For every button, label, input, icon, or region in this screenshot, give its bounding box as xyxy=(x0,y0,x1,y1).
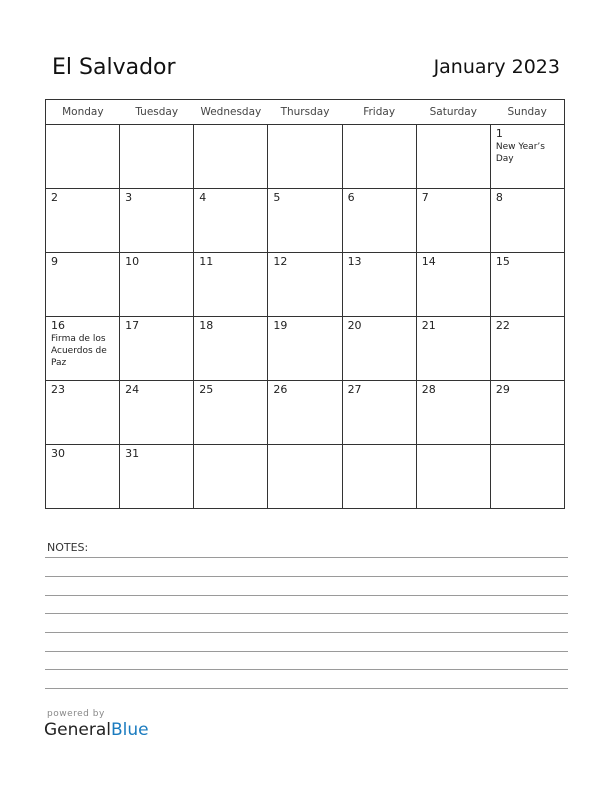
calendar-day-cell xyxy=(46,189,120,253)
calendar-day-cell xyxy=(342,189,416,253)
day-number: 13 xyxy=(347,255,362,268)
weekday-header-row xyxy=(46,100,565,125)
calendar-grid xyxy=(45,99,565,509)
day-number: 8 xyxy=(495,191,503,204)
calendar-day-cell xyxy=(46,125,120,189)
calendar-day-cell xyxy=(342,317,416,381)
calendar-week-row xyxy=(46,381,565,445)
calendar-week-row xyxy=(46,253,565,317)
day-number: 6 xyxy=(347,191,355,204)
holiday-label: Firma de los Acuerdos de Paz xyxy=(51,334,107,368)
calendar-day-cell xyxy=(194,445,268,509)
weekday-header: Friday xyxy=(342,100,416,125)
day-number: 30 xyxy=(51,447,65,460)
day-number: 31 xyxy=(125,447,140,460)
day-number: 1 xyxy=(495,127,503,140)
calendar-day-cell xyxy=(268,125,342,189)
calendar-day-cell xyxy=(194,381,268,445)
calendar-day-cell xyxy=(490,189,564,253)
calendar-day-cell xyxy=(490,125,564,189)
calendar-day-cell xyxy=(490,381,564,445)
day-number: 2 xyxy=(51,191,58,204)
weekday-header: Saturday xyxy=(416,100,490,125)
day-number: 22 xyxy=(495,319,510,332)
calendar-day-cell xyxy=(268,445,342,509)
calendar-day-cell xyxy=(194,253,268,317)
calendar-day-cell xyxy=(416,381,490,445)
calendar-day-cell xyxy=(416,189,490,253)
note-line xyxy=(45,669,568,670)
weekday-header: Thursday xyxy=(268,100,342,125)
weekday-header: Tuesday xyxy=(120,100,194,125)
day-number: 20 xyxy=(347,319,362,332)
calendar-day-cell xyxy=(342,445,416,509)
day-number: 26 xyxy=(273,383,288,396)
calendar-day-cell xyxy=(268,317,342,381)
calendar-month-title: January 2023 xyxy=(433,56,560,78)
day-number: 23 xyxy=(51,383,65,396)
note-line xyxy=(45,688,568,689)
day-number: 24 xyxy=(125,383,140,396)
day-number: 17 xyxy=(125,319,140,332)
calendar-day-cell xyxy=(120,317,194,381)
calendar-day-cell xyxy=(120,189,194,253)
calendar-day-cell xyxy=(268,253,342,317)
calendar-day-cell xyxy=(120,253,194,317)
calendar-day-cell xyxy=(342,381,416,445)
day-number: 25 xyxy=(199,383,214,396)
calendar-week-row xyxy=(46,125,565,189)
day-number: 15 xyxy=(495,255,510,268)
calendar-day-cell xyxy=(490,253,564,317)
holiday-label: New Year’s Day xyxy=(495,142,545,164)
day-number: 19 xyxy=(273,319,288,332)
logo-blue-text: Blue xyxy=(111,720,149,740)
calendar-day-cell xyxy=(194,125,268,189)
day-number: 3 xyxy=(125,191,133,204)
calendar-day-cell xyxy=(194,317,268,381)
day-number: 29 xyxy=(495,383,510,396)
calendar-day-cell xyxy=(342,125,416,189)
day-number: 27 xyxy=(347,383,362,396)
calendar-day-cell xyxy=(120,381,194,445)
calendar-day-cell xyxy=(416,445,490,509)
day-number: 28 xyxy=(421,383,436,396)
day-number: 11 xyxy=(199,255,214,268)
day-number: 12 xyxy=(273,255,288,268)
calendar-day-cell xyxy=(46,317,120,381)
day-number: 14 xyxy=(421,255,436,268)
calendar-day-cell xyxy=(46,253,120,317)
calendar-day-cell xyxy=(416,125,490,189)
note-line xyxy=(45,576,568,577)
calendar-day-cell xyxy=(268,189,342,253)
day-number: 7 xyxy=(421,191,429,204)
calendar-day-cell xyxy=(490,317,564,381)
weekday-header: Sunday xyxy=(490,100,564,125)
calendar-day-cell xyxy=(46,445,120,509)
calendar-day-cell xyxy=(416,317,490,381)
note-line xyxy=(45,651,568,652)
calendar-day-cell xyxy=(416,253,490,317)
calendar-day-cell xyxy=(342,253,416,317)
calendar-day-cell xyxy=(46,381,120,445)
calendar-week-row xyxy=(46,445,565,509)
day-number: 5 xyxy=(273,191,281,204)
note-line xyxy=(45,595,568,596)
day-number: 4 xyxy=(199,191,207,204)
calendar-day-cell xyxy=(490,445,564,509)
calendar-week-row xyxy=(46,317,565,381)
calendar-week-row xyxy=(46,189,565,253)
calendar-day-cell xyxy=(120,445,194,509)
calendar-day-cell xyxy=(120,125,194,189)
weekday-header: Monday xyxy=(46,100,120,125)
day-number: 21 xyxy=(421,319,436,332)
powered-by-text: powered by xyxy=(47,709,105,719)
notes-label: NOTES: xyxy=(47,541,89,554)
day-number: 16 xyxy=(51,319,65,332)
day-number: 9 xyxy=(51,255,58,268)
note-line xyxy=(45,557,568,558)
day-number: 18 xyxy=(199,319,214,332)
calendar-day-cell xyxy=(268,381,342,445)
day-number: 10 xyxy=(125,255,140,268)
generalblue-logo[interactable] xyxy=(44,720,149,740)
weekday-header: Wednesday xyxy=(194,100,268,125)
calendar-country-title: El Salvador xyxy=(52,55,176,80)
logo-general-text: General xyxy=(44,720,111,740)
note-line xyxy=(45,632,568,633)
note-line xyxy=(45,613,568,614)
calendar-day-cell xyxy=(194,189,268,253)
